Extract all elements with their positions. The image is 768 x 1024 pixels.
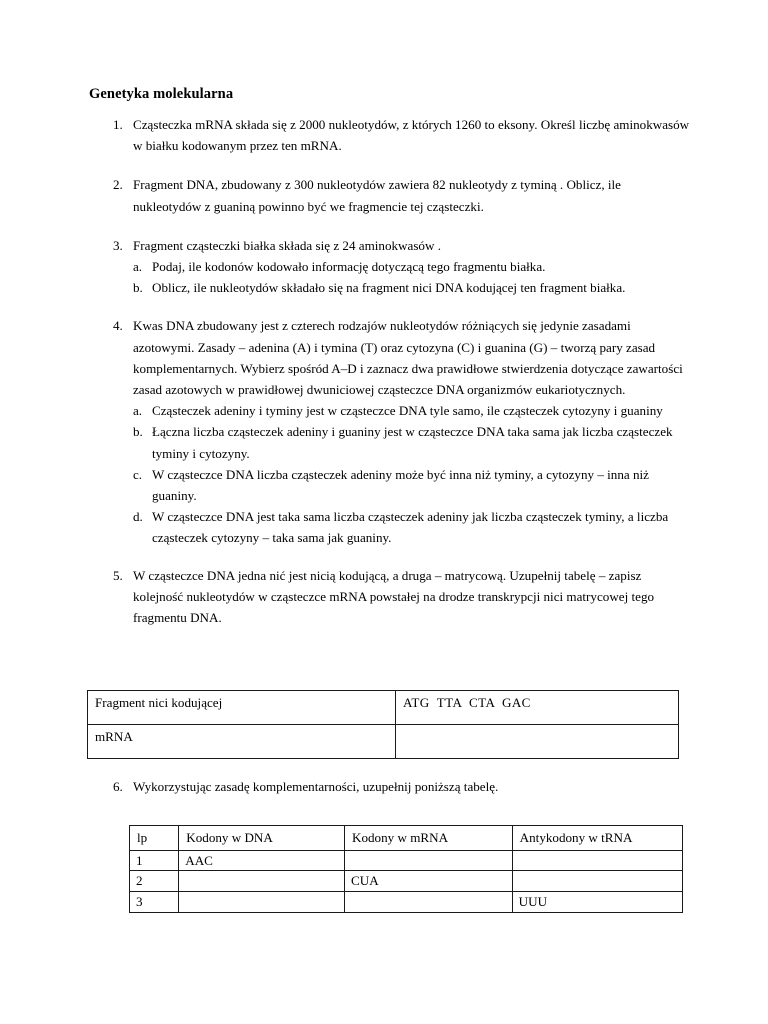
- question-4-number: 4.: [113, 318, 123, 334]
- question-3-number: 3.: [113, 237, 123, 253]
- coding-strand-value[interactable]: ATG TTA CTA GAC: [396, 691, 679, 725]
- question-4-subitem-c: [0, 464, 768, 506]
- question-item-3: [0, 235, 768, 299]
- question-4-subitem-b-text: Łączna liczba cząsteczek adeniny i guaniny jest w cząsteczce DNA taka sama jak liczba cząsteczek tyminy i cytozyny.: [152, 424, 673, 461]
- coding-strand-label: Fragment nici kodującej: [88, 691, 396, 725]
- question-list: [0, 114, 768, 628]
- question-6-text: Wykorzystując zasadę komplementarności, uzupełnij poniższą tabelę.: [133, 779, 499, 794]
- codons-row-1-mrna[interactable]: [345, 850, 513, 871]
- question-4-body: [0, 315, 768, 400]
- question-4-subitem-c-letter: c.: [133, 466, 143, 482]
- question-item-4: [0, 315, 768, 548]
- mrna-value-blank[interactable]: [396, 725, 679, 759]
- question-3-subitems: [0, 256, 768, 298]
- question-3-text: Fragment cząsteczki białka składa się z 24 aminokwasów .: [133, 237, 441, 253]
- table-row: [130, 871, 683, 892]
- question-3-subitem-a-text: Podaj, ile kodonów kodowało informację dotyczącą tego fragmentu białka.: [152, 259, 546, 275]
- question-4-subitem-a: [0, 400, 768, 421]
- table-row: [88, 691, 679, 725]
- codons-row-1-trna[interactable]: [512, 850, 682, 871]
- question-4-subitem-a-text: Cząsteczek adeniny i tyminy jest w cząsteczce DNA tyle samo, ile cząsteczek cytozyny i guaniny: [152, 403, 663, 419]
- question-3-subitem-a: [0, 256, 768, 277]
- codons-row-2-trna[interactable]: [512, 871, 682, 892]
- question-4-subitem-b: [0, 421, 768, 463]
- table-row: [130, 892, 683, 913]
- mrna-label: mRNA: [88, 725, 396, 759]
- question-4-subitem-c-text: W cząsteczce DNA liczba cząsteczek adeniny może być inna niż tyminy, a cytozyny – inna niż guaniny.: [152, 466, 649, 504]
- page-title: Genetyka molekularna: [89, 86, 234, 102]
- codons-header-mrna: Kodony w mRNA: [345, 826, 513, 851]
- question-item-5: [0, 565, 768, 629]
- question-6-number: 6.: [113, 779, 123, 794]
- question-item-2: [0, 174, 768, 216]
- question-1-text: Cząsteczka mRNA składa się z 2000 nukleotydów, z których 1260 to eksony. Określ liczbę aminokwasów w białku kodowanym przez ten mRNA.: [133, 117, 690, 154]
- question-2-text: Fragment DNA, zbudowany z 300 nukleotydów zawiera 82 nukleotydy z tyminą . Oblicz, ile nukleotydów z guaniną powinno być we fragmencie tej cząsteczki.: [133, 177, 621, 214]
- question-4-text: Kwas DNA zbudowany jest z czterech rodzajów nukleotydów różniących się jedynie zasadami azotowymi. Zasady – adenina (A) i tymina (T) oraz cytozyna (C) i guanina (G) – tworzą pary zasad komplementarnych. Wybierz spośród A–D i zaznacz dwa prawidłowe stwierdzenia dotyczące zawartości zasad azotowych w prawidłowej dwuniciowej cząsteczce DNA organizmów eukariotycznych.: [133, 318, 683, 398]
- question-item-1: [0, 114, 768, 156]
- question-4-subitem-a-letter: a.: [133, 403, 143, 419]
- question-4-subitem-b-letter: b.: [133, 424, 143, 440]
- codons-row-2-dna[interactable]: [179, 871, 345, 892]
- question-2-number: 2.: [113, 177, 123, 193]
- question-5-text: W cząsteczce DNA jedna nić jest nicią kodującą, a druga – matrycową. Uzupełnij tabelę – zapisz kolejność nukleotydów w cząsteczce mRNA powstałej na drodze transkrypcji nici matrycowej tego fragmentu DNA.: [133, 567, 655, 626]
- question-6-body: [0, 776, 768, 797]
- table-header-row: [130, 826, 683, 851]
- codons-table: [129, 825, 683, 913]
- question-5-body: [0, 565, 768, 629]
- codons-row-2-lp: 2: [130, 871, 179, 892]
- question-2-body: [0, 174, 768, 216]
- question-4-subitem-d-letter: d.: [133, 509, 143, 525]
- codons-row-3-dna[interactable]: [179, 892, 345, 913]
- question-3-body: [0, 235, 768, 256]
- question-4-subitems: [0, 400, 768, 548]
- question-3-subitem-b-letter: b.: [133, 280, 143, 296]
- question-5-number: 5.: [113, 567, 123, 583]
- question-3-subitem-a-letter: a.: [133, 259, 143, 275]
- codons-row-1-dna[interactable]: AAC: [179, 850, 345, 871]
- codons-row-3-lp: 3: [130, 892, 179, 913]
- question-3-subitem-b-text: Oblicz, ile nukleotydów składało się na fragment nici DNA kodującej ten fragment białka.: [152, 280, 626, 296]
- question-1-number: 1.: [113, 117, 123, 132]
- codons-header-lp: lp: [130, 826, 179, 851]
- question-4-subitem-d-text: W cząsteczce DNA jest taka sama liczba cząsteczek adeniny jak liczba cząsteczek tyminy, a liczba cząsteczek cytozyny – taka sama jak guaniny.: [152, 509, 669, 546]
- codons-row-3-mrna[interactable]: [345, 892, 513, 913]
- codons-row-1-lp: 1: [130, 850, 179, 871]
- coding-strand-table: [87, 690, 679, 759]
- question-1-body: [0, 114, 768, 156]
- codons-header-dna: Kodony w DNA: [179, 826, 345, 851]
- table-row: [88, 725, 679, 759]
- codons-row-3-trna[interactable]: UUU: [512, 892, 682, 913]
- table-row: [130, 850, 683, 871]
- question-item-6: [0, 776, 768, 797]
- codons-row-2-mrna[interactable]: CUA: [345, 871, 513, 892]
- question-4-subitem-d: [0, 506, 768, 548]
- codons-header-trna: Antykodony w tRNA: [512, 826, 682, 851]
- question-3-subitem-b: [0, 277, 768, 298]
